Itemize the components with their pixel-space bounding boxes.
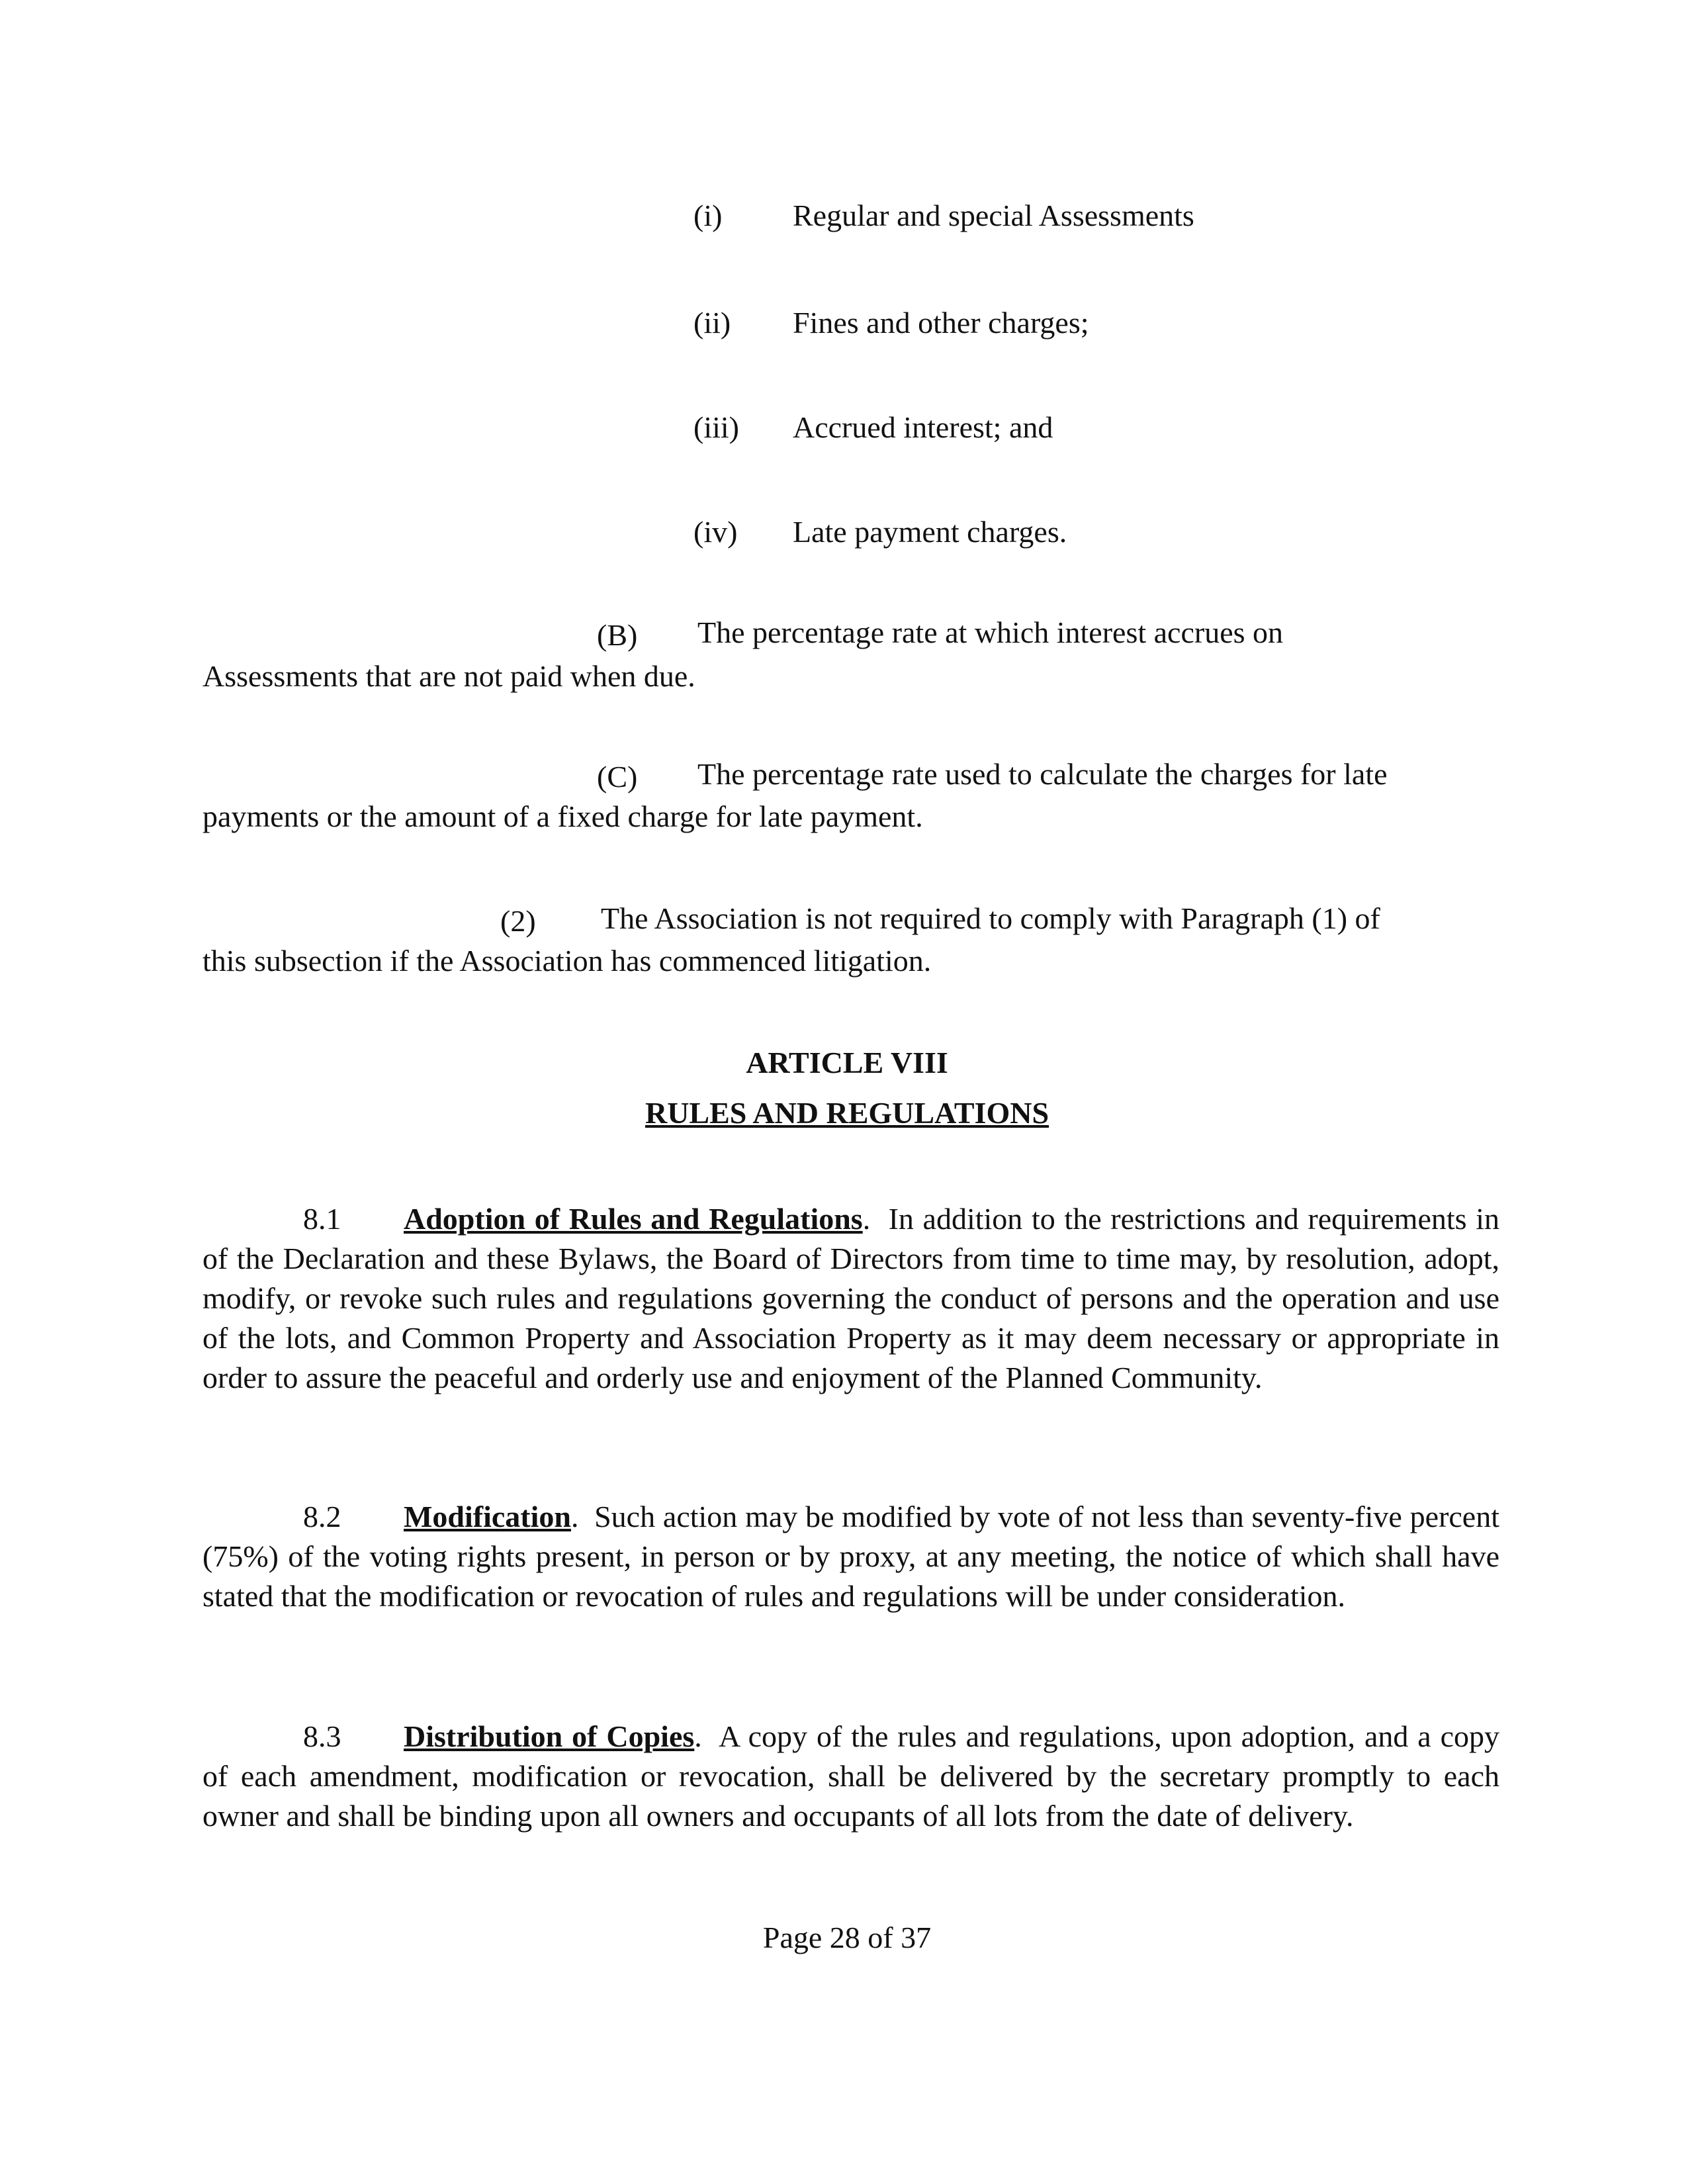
section-8-1: 8.1 Adoption of Rules and Regulations. In addition to the restrictions and requirements in of the Declaration and these Bylaws, the Board of Directors from time to time may, by resolution, adopt, modify, or revoke such rules and regulations governing the conduct of persons and the operation and use of the lots, and Common Property and Association Property as it may deem necessary or appropriate in order to assure the peaceful and orderly use and enjoyment of the Planned Community. xyxy=(202,1199,1499,1398)
section-body: Such action may be modified by vote of not less than seventy-five percent (75%) of the voting rights present, in person or by proxy, at any meeting, the notice of which shall have stated that the modification or revocation of rules and regulations will be under consideration. xyxy=(202,1500,1500,1613)
section-body: In addition to the restrictions and requirements in of the Declaration and these Bylaws, the Board of Directors from time to time may, by resolution, adopt, modify, or revoke such rules and regulations governing the conduct of persons and the operation and use of the lots, and Common Property and Association Property as it may deem necessary or appropriate in order to assure the peaceful and orderly use and enjoyment of the Planned Community. xyxy=(202,1202,1500,1394)
list-text: Fines and other charges; xyxy=(793,306,1089,340)
subparagraph-marker: (C) xyxy=(597,760,638,794)
list-marker: (iv) xyxy=(693,515,738,549)
list-text: Accrued interest; and xyxy=(793,410,1053,444)
paragraph-line: this subsection if the Association has commenced litigation. xyxy=(202,944,932,978)
section-heading: Adoption of Rules and Regulations xyxy=(404,1202,863,1236)
section-heading: Distribution of Copies xyxy=(404,1719,695,1753)
subparagraph-line: The percentage rate at which interest accrues on xyxy=(697,615,1284,649)
section-number: 8.1 xyxy=(303,1202,341,1236)
paragraph-marker: (2) xyxy=(500,904,536,938)
subparagraph-marker: (B) xyxy=(597,618,638,652)
section-number: 8.3 xyxy=(303,1719,341,1753)
article-number: ARTICLE VIII xyxy=(746,1046,948,1079)
section-number: 8.2 xyxy=(303,1500,341,1533)
section-8-2: 8.2 Modification. Such action may be modified by vote of not less than seventy-five percent (75%) of the voting rights present, in person or by proxy, at any meeting, the notice of which shall have stated that the modification or revocation of rules and regulations will be under consideration. xyxy=(202,1497,1499,1616)
subparagraph-line: payments or the amount of a fixed charge for late payment. xyxy=(202,799,923,833)
section-body: A copy of the rules and regulations, upon adoption, and a copy of each amendment, modification or revocation, shall be delivered by the secretary promptly to each owner and shall be binding upon all owners and occupants of all lots from the date of delivery. xyxy=(202,1719,1499,1833)
paragraph-line: The Association is not required to comply with Paragraph (1) of xyxy=(601,901,1380,935)
article-title: RULES AND REGULATIONS xyxy=(645,1096,1049,1130)
list-text: Regular and special Assessments xyxy=(793,199,1194,232)
section-heading: Modification xyxy=(404,1500,571,1533)
list-marker: (iii) xyxy=(693,410,739,444)
subparagraph-line: The percentage rate used to calculate the charges for late xyxy=(697,757,1388,791)
list-text: Late payment charges. xyxy=(793,515,1067,549)
subparagraph-line: Assessments that are not paid when due. xyxy=(202,659,695,693)
list-marker: (i) xyxy=(693,199,723,232)
section-8-3: 8.3 Distribution of Copies. A copy of the rules and regulations, upon adoption, and a copy of each amendment, modification or revocation, shall be delivered by the secretary promptly to each owner and shall be binding upon all owners and occupants of all lots from the date of delivery. xyxy=(202,1717,1499,1836)
page-number: Page 28 of 37 xyxy=(762,1921,932,1954)
list-marker: (ii) xyxy=(693,306,731,340)
